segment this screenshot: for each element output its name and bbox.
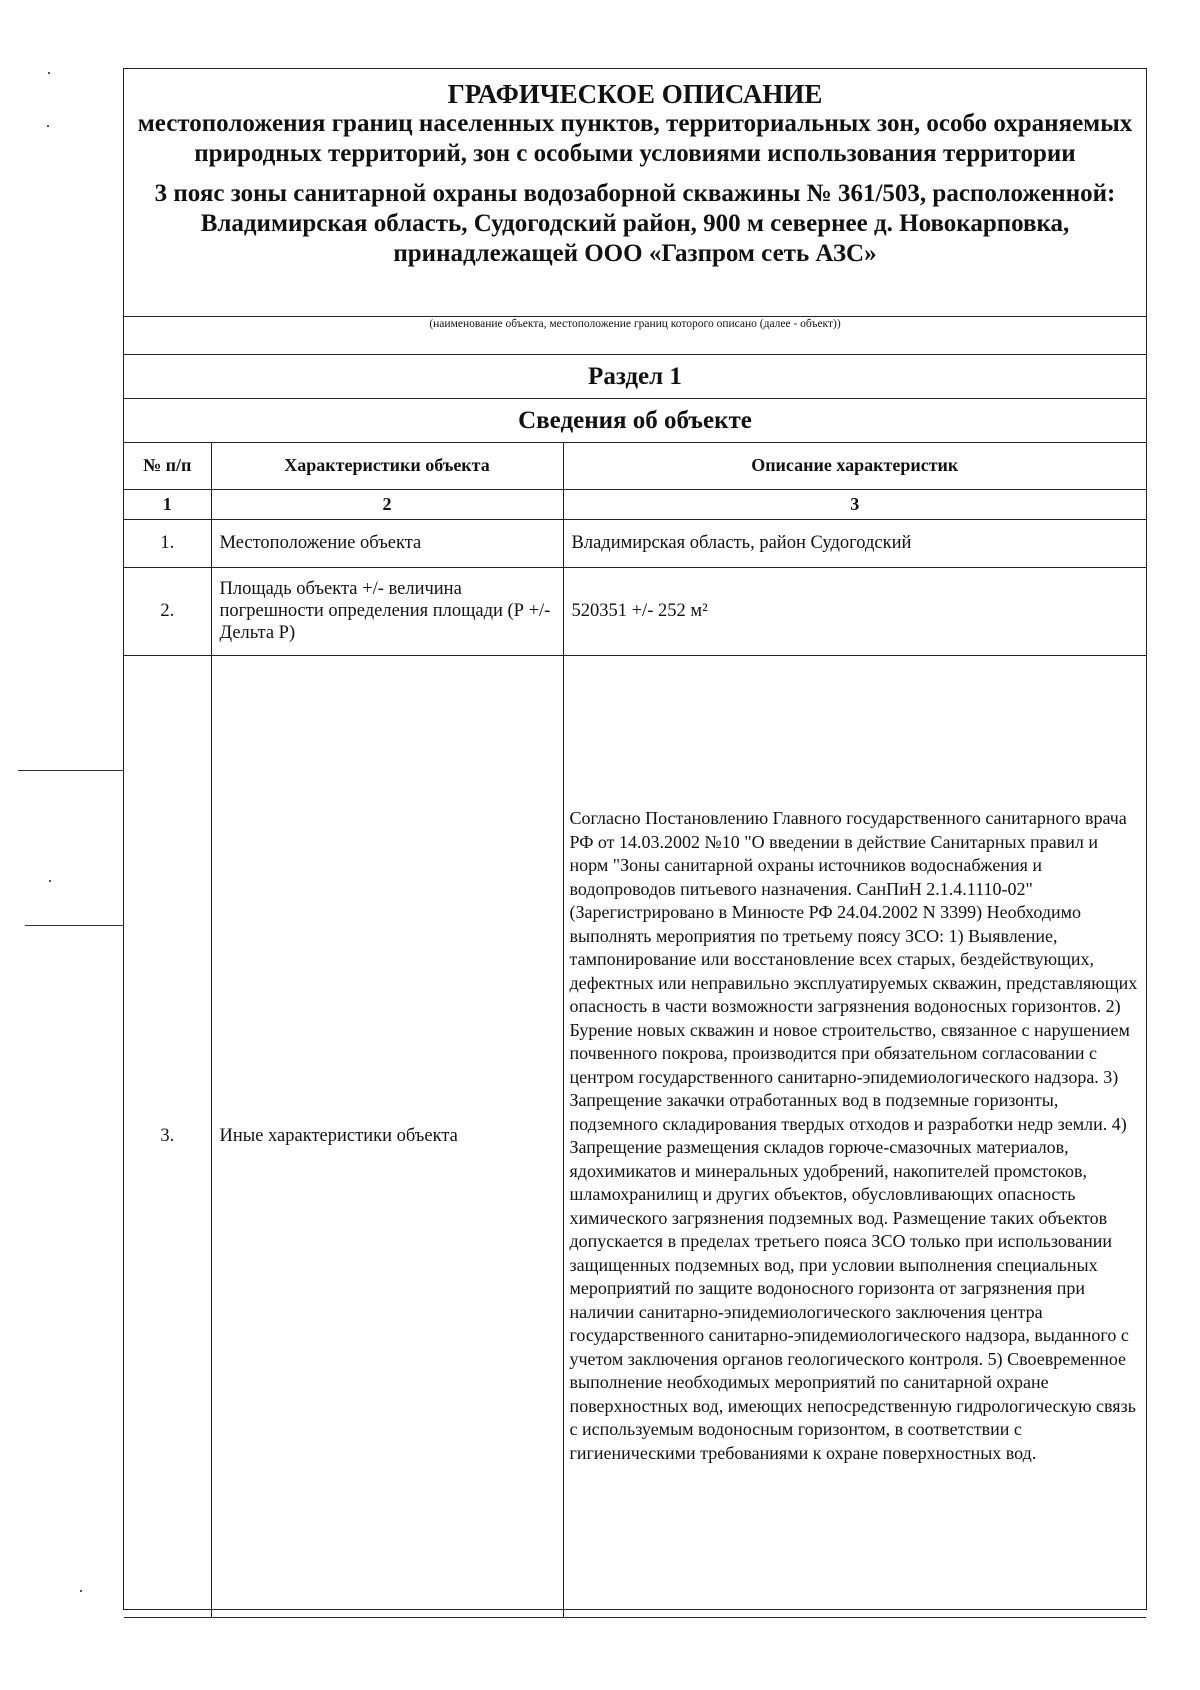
- row-description: 520351 +/- 252 м²: [563, 567, 1146, 655]
- document-frame: [123, 68, 1147, 1610]
- row-description: Согласно Постановлению Главного государственного санитарного врача РФ от 14.03.2002 №10 "О введении в действие Санитарных правил и норм "Зоны санитарной охраны источников водоснабжения и водопроводов питьевого назначения. СанПиН 2.1.4.1110-02" (Зарегистрировано в Минюсте РФ 24.04.2002 N 3399) Необходимо выполнять мероприятия по третьему поясу ЗСО: 1) Выявление, тампонирование или восстановление всех старых, бездействующих, дефектных или неправильно эксплуатируемых скважин, представляющих опасность в части возможности загрязнения водоносных горизонтов. 2) Бурение новых скважин и новое строительство, связанное с нарушением почвенного покрова, производится при обязательном согласовании с центром государственного санитарно-эпидемиологического надзора. 3) Запрещение закачки отработанных вод в подземные горизонты, подземного складирования твердых отходов и разработки недр земли. 4) Запрещение размещения складов горюче-смазочных материалов, ядохимикатов и минеральных удобрений, накопителей промстоков, шламохранилищ и других объектов, обусловливающих опасность химического загрязнения подземных вод. Размещение таких объектов допускается в пределах третьего пояса ЗСО только при использовании защищенных подземных вод, при условии выполнения специальных мероприятий по защите водоносного горизонта от загрязнения при наличии санитарно-эпидемиологического заключения центра государственного санитарно-эпидемиологического надзора, выданного с учетом заключения органов геологического контроля. 5) Своевременное выполнение необходимых мероприятий по санитарной охране поверхностных вод, имеющих непосредственную гидрологическую связь с используемым водоносным горизонтом, в соответствии с гигиеническими требованиями к охране поверхностных вод.: [563, 655, 1146, 1617]
- scan-speck: [80, 1590, 82, 1592]
- column-number: 1: [124, 489, 211, 519]
- column-header-characteristics: Характеристики объекта: [211, 443, 563, 489]
- document-title: ГРАФИЧЕСКОЕ ОПИСАНИЕ: [447, 79, 823, 109]
- row-number: 2.: [124, 567, 211, 655]
- section-title: Раздел 1: [124, 355, 1146, 399]
- margin-line: [25, 925, 123, 926]
- margin-line: [18, 770, 123, 771]
- document-header: [124, 69, 1146, 317]
- section-subtitle: Сведения об объекте: [124, 399, 1146, 443]
- scan-speck: [47, 125, 49, 127]
- column-number: 2: [211, 489, 563, 519]
- column-number: 3: [563, 489, 1146, 519]
- column-header-number: № п/п: [124, 443, 211, 489]
- object-name: 3 пояс зоны санитарной охраны водозаборной скважины № 361/503, расположенной: Владимирская область, Судогодский район, 900 м севернее д. Новокарповка, принадлежащей ООО «Газпром сеть АЗС»: [154, 180, 1116, 267]
- row-characteristic: Площадь объекта +/- величина погрешности определения площади (Р +/- Дельта Р): [211, 567, 563, 655]
- column-header-description: Описание характеристик: [563, 443, 1146, 489]
- table-row: [124, 519, 1146, 567]
- table-row: [124, 567, 1146, 655]
- object-info-table: [124, 443, 1146, 1618]
- object-caption: (наименование объекта, местоположение границ которого описано (далее - объект)): [124, 317, 1146, 355]
- scan-speck: [49, 880, 51, 882]
- table-header-row: [124, 443, 1146, 489]
- document-subtitle: местоположения границ населенных пунктов, территориальных зон, особо охраняемых природных территорий, зон с особыми условиями использования территории: [137, 110, 1133, 167]
- row-characteristic: Иные характеристики объекта: [211, 655, 563, 1617]
- scan-speck: [48, 72, 50, 74]
- row-number: 3.: [124, 655, 211, 1617]
- column-number-row: [124, 489, 1146, 519]
- table-row: [124, 655, 1146, 1617]
- row-description: Владимирская область, район Судогодский: [563, 519, 1146, 567]
- row-number: 1.: [124, 519, 211, 567]
- row-characteristic: Местоположение объекта: [211, 519, 563, 567]
